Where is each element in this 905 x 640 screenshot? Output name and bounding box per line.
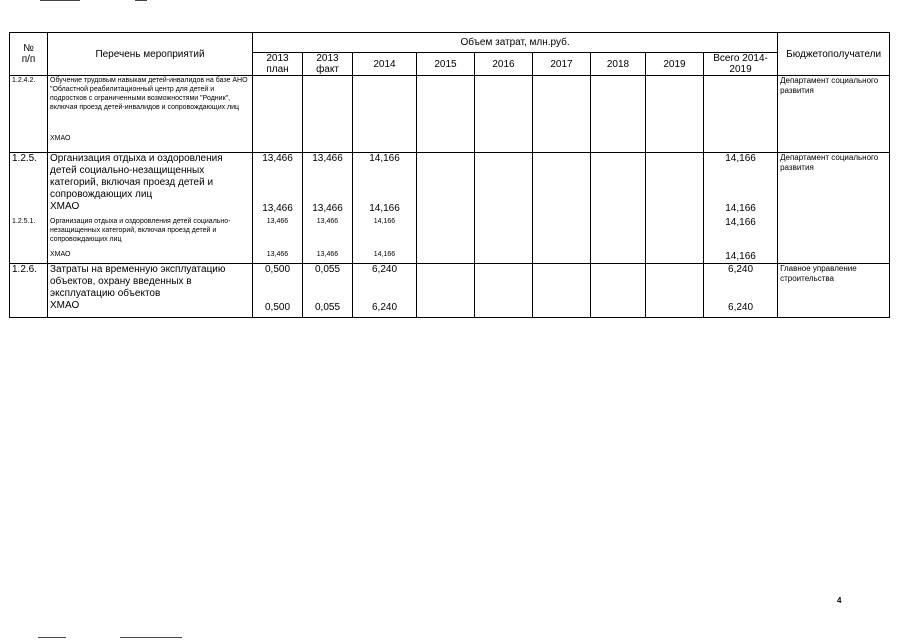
cell-2017 (533, 153, 591, 217)
value-sub-2013-plan: 13,466 (262, 203, 293, 214)
value-2013-plan: 13,466 (262, 153, 293, 164)
cell-2018 (591, 264, 646, 318)
header-year-2015: 2015 (417, 53, 475, 76)
table-row (10, 217, 890, 264)
table-row (10, 264, 890, 318)
value-2014: 14,166 (369, 153, 400, 164)
header-year-2016: 2016 (475, 53, 533, 76)
cell-2018 (591, 76, 646, 153)
value-sub-2014: 6,240 (371, 302, 398, 313)
table-row (10, 153, 890, 217)
row-measure (48, 217, 253, 264)
value-2013-fact: 13,466 (312, 153, 343, 164)
value-sub-2013-plan: 13,466 (266, 250, 289, 258)
row-measure (48, 153, 253, 217)
cell-2015 (417, 217, 475, 264)
header-year-2013-fact: 2013 факт (303, 53, 353, 76)
value-sub-2013-fact: 0,055 (314, 302, 341, 313)
cell-2014 (353, 217, 417, 264)
value-2014: 6,240 (371, 264, 398, 275)
row-recipient: Главное управление строительства (778, 264, 890, 318)
cell-2016 (475, 153, 533, 217)
header-volume: Объем затрат, млн.руб. (253, 33, 778, 53)
value-2013-plan: 0,500 (264, 264, 291, 275)
header-year-2019: 2019 (646, 53, 704, 76)
row-sub-label: ХМАО (50, 135, 71, 142)
cell-2015 (417, 76, 475, 153)
cell-2015 (417, 264, 475, 318)
expenditure-table (9, 32, 890, 318)
cell-2016 (475, 264, 533, 318)
value-2013-plan: 13,466 (266, 217, 289, 225)
value-total: 14,166 (725, 216, 756, 228)
value-sub-2013-plan: 0,500 (264, 302, 291, 313)
cell-2017 (533, 264, 591, 318)
cell-2018 (591, 153, 646, 217)
cell-total (704, 217, 778, 264)
row-number: 1.2.4.2. (10, 76, 48, 153)
row-number: 1.2.5.1. (10, 217, 48, 264)
cell-total (704, 153, 778, 217)
value-2013-fact: 13,466 (316, 217, 339, 225)
cell-2014 (353, 76, 417, 153)
row-sub-label: ХМАО (50, 300, 80, 311)
value-total: 6,240 (728, 264, 754, 275)
cell-2014 (353, 153, 417, 217)
value-2014: 14,166 (373, 217, 396, 225)
row-measure-text: Обучение трудовым навыкам детей-инвалидов на базе АНО "Областной реабилитационный центр для детей и подростков с ограниченными возможностями "Родник", включая проезд детей-инвалидов и сопровождающих лиц (50, 77, 248, 111)
cell-total (704, 264, 778, 318)
row-measure (48, 76, 253, 153)
value-sub-total: 14,166 (725, 250, 756, 262)
value-sub-total: 6,240 (728, 302, 754, 313)
cell-2013-fact (303, 76, 353, 153)
cell-2016 (475, 217, 533, 264)
cell-2016 (475, 76, 533, 153)
header-total: Всего 2014- 2019 (704, 53, 778, 76)
header-num: № п/п (10, 33, 48, 76)
row-measure-text: Затраты на временную эксплуатацию объектов, охрану введенных в эксплуатацию объектов (50, 264, 226, 299)
cell-2013-fact (303, 264, 353, 318)
row-measure-text: Организация отдыха и оздоровления детей социально-незащищенных категорий, включая проезд детей и сопровождающих лиц (50, 217, 231, 243)
cell-2017 (533, 76, 591, 153)
cell-2017 (533, 217, 591, 264)
row-recipient: Департамент социального развития (778, 76, 890, 153)
value-sub-2013-fact: 13,466 (312, 203, 343, 214)
row-number: 1.2.5. (10, 153, 48, 217)
cell-2013-plan (253, 153, 303, 217)
row-recipient-empty (778, 217, 890, 264)
cell-2013-fact (303, 153, 353, 217)
header-recipients: Бюджетополучатели (778, 33, 890, 76)
scan-line-top-mid (135, 0, 147, 1)
header-year-2013-plan: 2013 план (253, 53, 303, 76)
value-sub-2014: 14,166 (373, 250, 396, 258)
cell-2014 (353, 264, 417, 318)
cell-2013-plan (253, 264, 303, 318)
header-measures: Перечень мероприятий (48, 33, 253, 76)
row-measure-text: Организация отдыха и оздоровления детей социально-незащищенных категорий, включая проезд детей и сопровождающих лиц (50, 153, 223, 200)
value-sub-total: 14,166 (725, 203, 756, 214)
row-measure (48, 264, 253, 318)
row-sub-label: ХМАО (50, 201, 80, 212)
value-sub-2014: 14,166 (369, 203, 400, 214)
cell-2013-plan (253, 76, 303, 153)
scan-line-bottom-mid (120, 637, 182, 638)
scan-line-top-left (40, 0, 80, 1)
value-sub-2013-fact: 13,466 (316, 250, 339, 258)
value-total: 14,166 (725, 153, 756, 164)
table-row (10, 76, 890, 153)
page-number: 4 (837, 596, 842, 605)
cell-2018 (591, 217, 646, 264)
header-year-2017: 2017 (533, 53, 591, 76)
cell-2013-plan (253, 217, 303, 264)
header-year-2018: 2018 (591, 53, 646, 76)
header-year-2014: 2014 (353, 53, 417, 76)
scan-line-bottom-left (38, 637, 66, 638)
cell-2019 (646, 217, 704, 264)
cell-2019 (646, 153, 704, 217)
cell-2013-fact (303, 217, 353, 264)
row-sub-label: ХМАО (50, 250, 71, 258)
row-number: 1.2.6. (10, 264, 48, 318)
cell-total (704, 76, 778, 153)
value-2013-fact: 0,055 (314, 264, 341, 275)
row-recipient: Департамент социального развития (778, 153, 890, 217)
cell-2019 (646, 76, 704, 153)
cell-2019 (646, 264, 704, 318)
cell-2015 (417, 153, 475, 217)
